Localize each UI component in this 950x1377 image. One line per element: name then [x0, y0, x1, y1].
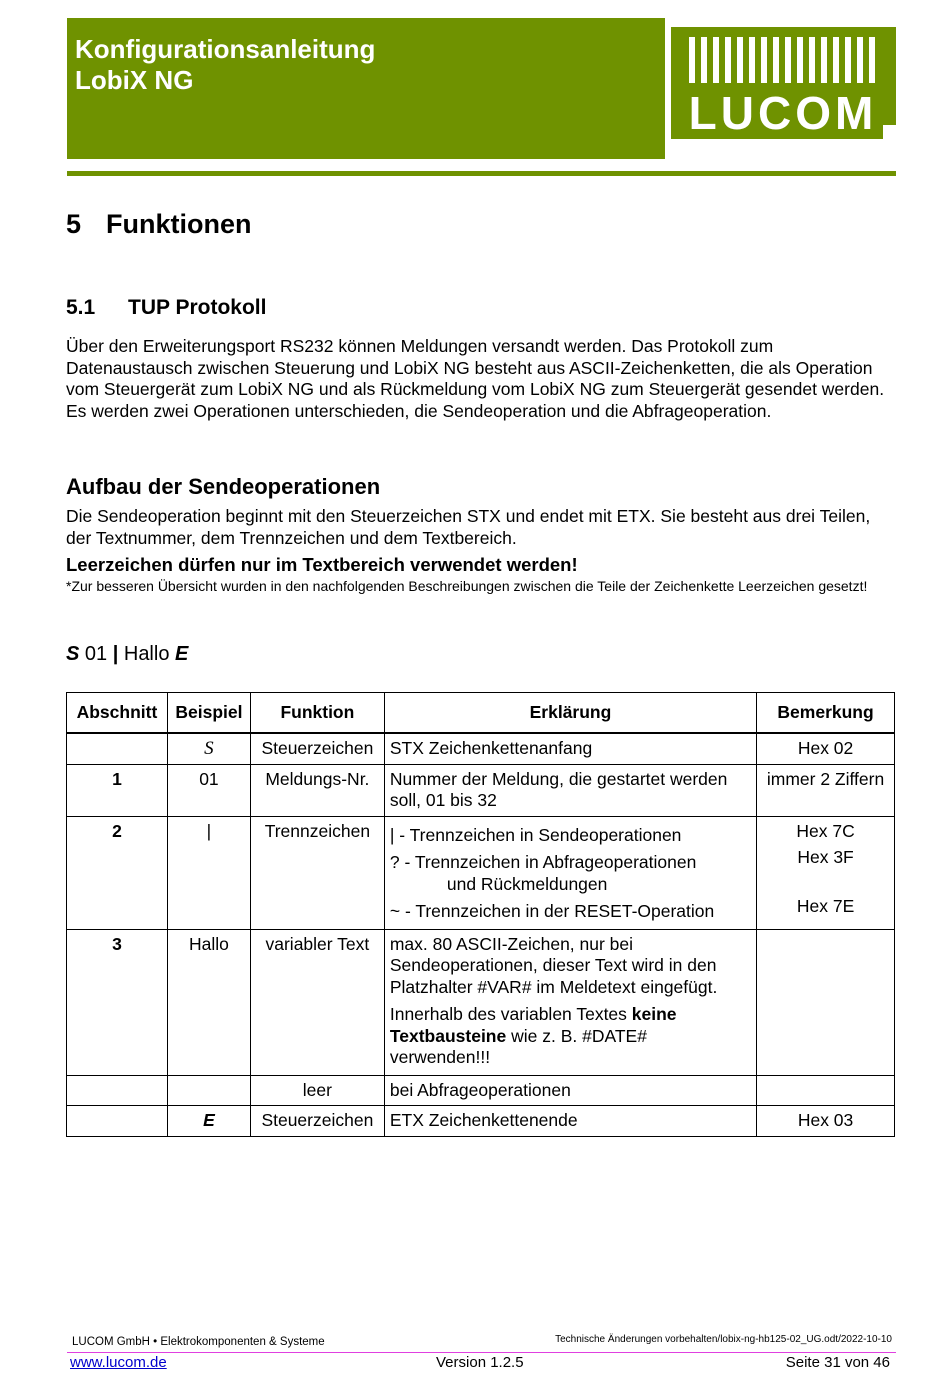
sende-heading: Aufbau der Sendeoperationen	[66, 474, 381, 499]
cell-example	[167, 733, 250, 764]
cell-section: 1	[67, 764, 168, 816]
table-row	[67, 764, 895, 816]
logo-bar	[785, 37, 791, 83]
separator-send: | - Trennzeichen in Sendeoperationen	[389, 824, 682, 845]
cell-explanation	[384, 929, 756, 1075]
cell-section: 2	[67, 816, 168, 929]
remark-hex-7c: Hex 7C	[796, 820, 855, 841]
cell-section	[67, 733, 168, 764]
logo-bar	[869, 37, 875, 83]
example-stx: S	[66, 643, 80, 665]
logo-bar	[737, 37, 743, 83]
cell-function: Steuerzeichen	[250, 1106, 384, 1137]
logo-bar	[725, 37, 731, 83]
page-number: Seite 31 von 46	[785, 1354, 890, 1371]
cell-function: Steuerzeichen	[250, 733, 384, 764]
table-row	[67, 1075, 895, 1106]
table-row	[67, 1106, 895, 1137]
cell-section	[67, 1075, 168, 1106]
cell-section: 3	[67, 929, 168, 1075]
website-link[interactable]: www.lucom.de	[70, 1354, 167, 1371]
cell-remark: Hex 02	[757, 733, 895, 764]
subsection-number: 5.1	[66, 296, 96, 319]
table-header-row	[67, 693, 895, 734]
cell-example: |	[167, 816, 250, 929]
cell-explanation: STX Zeichenkettenanfang	[384, 733, 756, 764]
table-header: Erklärung	[384, 693, 756, 734]
logo-bar	[701, 37, 707, 83]
cell-section	[67, 1106, 168, 1137]
cell-remark	[757, 929, 895, 1075]
variable-text-warning-bold: keine Textbausteine	[389, 1004, 677, 1046]
lucom-logo	[671, 27, 896, 139]
cell-function: Trennzeichen	[250, 816, 384, 929]
logo-bar	[821, 37, 827, 83]
spacing-note: *Zur besseren Übersicht wurden in den nachfolgenden Beschreibungen zwischen die Teile der Zeichenkette Leerzeichen gesetzt!	[66, 578, 868, 594]
subsection-title: TUP Protokoll	[128, 296, 267, 319]
cell-explanation: bei Abfrageoperationen	[384, 1075, 756, 1106]
example-separator: |	[112, 643, 119, 665]
table-row	[67, 816, 895, 929]
logo-bar	[689, 37, 695, 83]
cell-remark: immer 2 Ziffern	[757, 764, 895, 816]
example-text: Hallo	[118, 643, 176, 665]
cell-function: Meldungs-Nr.	[250, 764, 384, 816]
logo-bar	[845, 37, 851, 83]
table-header: Bemerkung	[757, 693, 895, 734]
stx-symbol: S	[204, 738, 214, 759]
example-number: 01	[79, 643, 113, 665]
document-title-line1: Konfigurationsanleitung	[75, 34, 376, 64]
cell-example: Hallo	[167, 929, 250, 1075]
header-rule	[67, 171, 896, 176]
table-header: Funktion	[250, 693, 384, 734]
space-warning: Leerzeichen dürfen nur im Textbereich verwendet werden!	[66, 554, 578, 575]
table-header: Beispiel	[167, 693, 250, 734]
cell-remark: Hex 03	[757, 1106, 895, 1137]
cell-remark	[757, 1075, 895, 1106]
logo-bar	[809, 37, 815, 83]
cell-explanation	[384, 816, 756, 929]
logo-bar	[857, 37, 863, 83]
logo-bar	[761, 37, 767, 83]
example-string	[66, 643, 188, 666]
cell-example: 01	[167, 764, 250, 816]
cell-explanation: ETX Zeichenkettenende	[384, 1106, 756, 1137]
cell-function: leer	[250, 1075, 384, 1106]
footer-version: Version 1.2.5	[436, 1354, 524, 1371]
table-header: Abschnitt	[67, 693, 168, 734]
logo-bar	[773, 37, 779, 83]
document-title	[75, 34, 375, 96]
sende-paragraph: Die Sendeoperation beginnt mit den Steuerzeichen STX und endet mit ETX. Sie besteht aus drei Teilen, der Textnummer, dem Trennzeichen und dem Textbereich.	[66, 506, 871, 548]
footer-notice: Technische Änderungen vorbehalten/lobix-ng-hb125-02_UG.odt/2022-10-10	[555, 1334, 892, 1345]
remark-hex-3f: Hex 3F	[797, 847, 854, 867]
subsection-heading	[66, 296, 266, 320]
separator-query: ? - Trennzeichen in Abfrageoperationen	[389, 852, 697, 872]
cell-remark	[757, 816, 895, 929]
cell-example: E	[167, 1106, 250, 1137]
table-row	[67, 733, 895, 764]
section-title: Funktionen	[106, 209, 252, 239]
section-number: 5	[66, 209, 82, 239]
section-heading	[66, 209, 251, 240]
remark-hex-7e: Hex 7E	[796, 895, 855, 916]
protocol-table	[66, 692, 895, 1137]
footer-rule	[67, 1352, 896, 1353]
cell-function: variabler Text	[250, 929, 384, 1075]
logo-bar	[797, 37, 803, 83]
logo-bar	[833, 37, 839, 83]
logo-text: LUCOM	[688, 87, 878, 139]
separator-query-cont: und Rückmeldungen	[446, 873, 608, 894]
document-title-line2: LobiX NG	[75, 65, 194, 95]
logo-bar	[749, 37, 755, 83]
example-etx: E	[175, 643, 189, 665]
variable-text-warning-post: wie z. B. #DATE# verwenden!!!	[389, 1025, 647, 1067]
variable-text-warning-pre: Innerhalb des variablen Textes	[389, 1004, 632, 1024]
footer-company: LUCOM GmbH • Elektrokomponenten & Systeme	[72, 1336, 325, 1348]
variable-text-warning	[390, 1004, 751, 1069]
intro-paragraph: Über den Erweiterungsport RS232 können Meldungen versandt werden. Das Protokoll zum Datenaustausch zwischen Steuerung und LobiX NG besteht aus ASCII-Zeichenketten, die als Operation vom Steuergerät zum LobiX NG und als Rückmeldung vom LobiX NG zum Steuergerät gesendet werden. Es werden zwei Operationen unterschieden, die Sendeoperation und die Abfrageoperation.	[66, 336, 885, 421]
cell-example	[167, 1075, 250, 1106]
table-row	[67, 929, 895, 1075]
cell-explanation: Nummer der Meldung, die gestartet werden soll, 01 bis 32	[384, 764, 756, 816]
logo-bar	[713, 37, 719, 83]
variable-text-limit: max. 80 ASCII-Zeichen, nur bei Sendeoperationen, dieser Text wird in den Platzhalter #VAR# im Meldetext eingefügt.	[389, 933, 718, 997]
separator-reset: ~ - Trennzeichen in der RESET-Operation	[389, 901, 715, 921]
